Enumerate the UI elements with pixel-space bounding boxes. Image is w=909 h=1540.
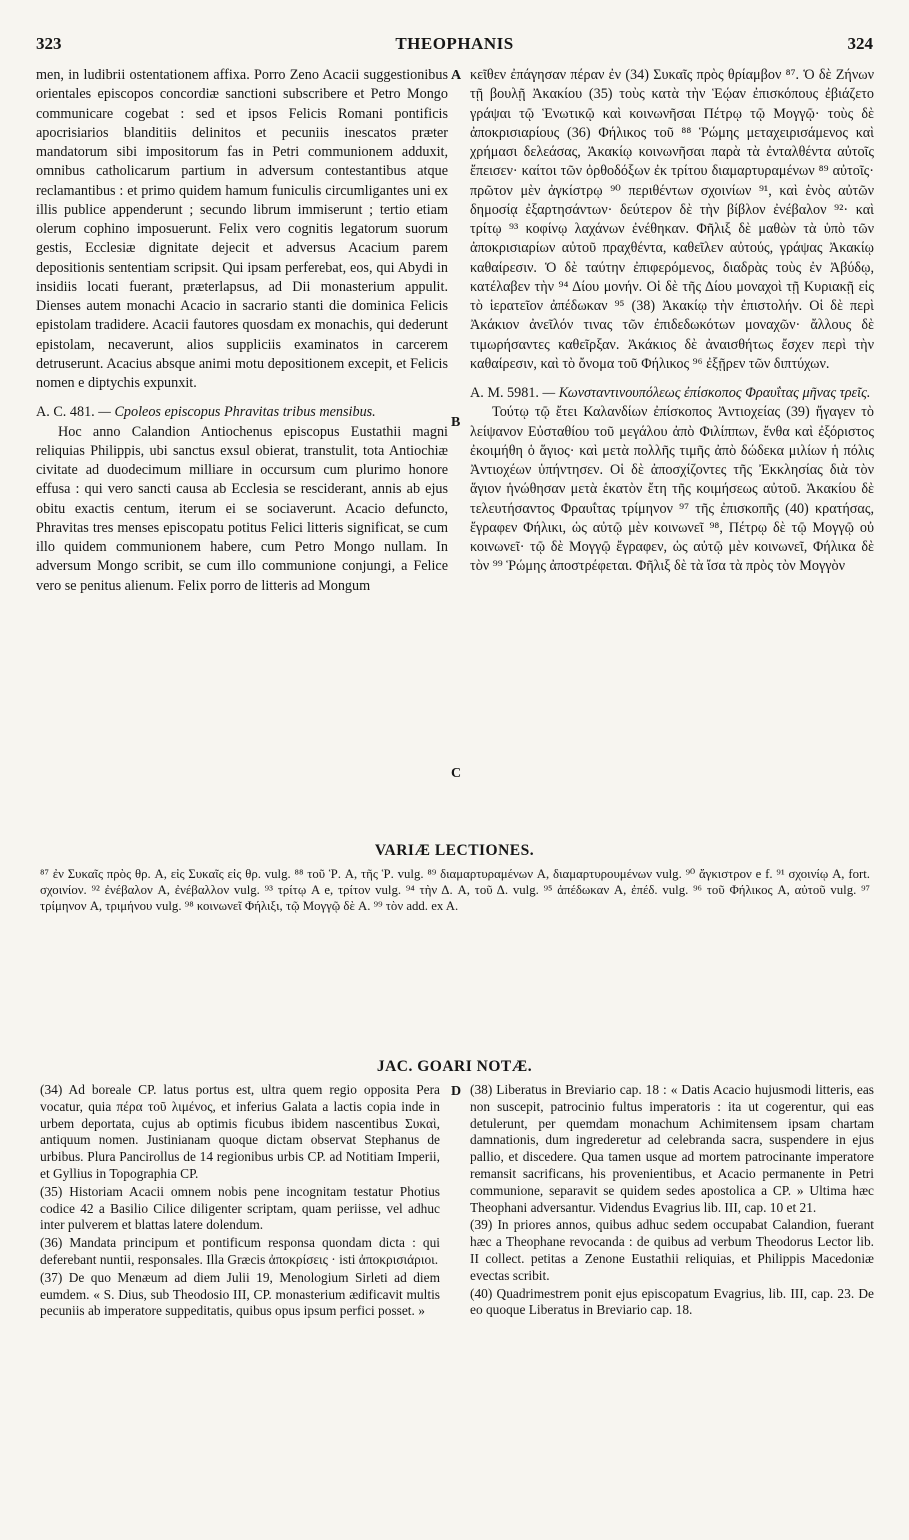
variae-lectiones-title: VARIÆ LECTIONES.: [374, 842, 535, 859]
notes-left-column: [40, 1082, 440, 1522]
latin-paragraph-2: Hoc anno Calandion Antiochenus episcopus Eustathii magni reliquias Philippis, ubi sanctus exsul obierat, transtulit, tota Antiochiæ civitate ad duodecimum milliare in occursum cum plurimo honore effusa : qui vero sancti causa ab Ecclesia se resciderant, annis ab ejus obitu exactis centum, iterum ei se sociaverunt. Acacio defuncto, Phravitas tres menses episcopatu potitus Felici litteris significat, se cum illo quidem communionem habere, cum Petro Mongo nullam. In adversum Mongo scribit, se cum illo communione conjungi, a Felice vero se penitus alienum. Felix porro de litteris ad Mongum: [36, 423, 448, 594]
notes-right-column: [470, 1082, 874, 1522]
note-40: (40) Quadrimestrem ponit ejus episcopatum Evagrius, lib. III, cap. 23. De eo quoque Liberatus in Breviario cap. 18.: [470, 1285, 874, 1318]
note-38: (38) Liberatus in Breviario cap. 18 : « Datis Acacio hujusmodi litteris, eas non suscepit, patrocinio fultus imperatoris : ita ut cogerentur, qui eas detulerunt, per quemdam monachum Achimitensem ipsam chartam damnationis, dum ingrederetur ad celebranda sacra, suspendere in ejus pallio, et discedere. Qua tamen usque ad mortem patrocinante imperatore remansit sacrificans, his provenientibus, et Acacio permanente in Petri communione, separavit se quidem sedes apostolica a CP. » Ultima hæc Theophani adversantur. Videndus Evagrius lib. III, cap. 10 et 21.: [470, 1082, 874, 1215]
greek-paragraph-2: Τούτῳ τῷ ἔτει Καλανδίων ἐπίσκοπος Ἀντιοχείας (39) ἤγαγεν τὸ λείψανον Εὐσταθίου τοῦ μεγάλου ἀπὸ Φιλίππων, ἔνθα καὶ ἐξόριστος ἐκοιμήθη ὁ ἅγιος· καὶ μετὰ πολλῆς τιμῆς ἀπὸ δώδεκα μιλίων ἡ πόλις Ἀντιοχέων ὑπήντησεν. Οἱ δὲ ἀποσχίζοντες τῆς Ἐκκλησίας διὰ τὸν ἅγιον ἡνώθησαν μετὰ ἑκατὸν ἔτη τῆς κοιμήσεως αὐτοῦ. Ἀκακίου δὲ τελευτήσαντος Φραυΐτας τρίμηνον ⁹⁷ τῆς ἐπισκοπῆς (40) κρατήσας, ἔγραφεν Φήλικι, ὡς αὐτῷ μὲν κοινωνεῖ ⁹⁸, Πέτρῳ δὲ τῷ Μογγῷ οὐ κοινωνεῖ· τῷ δὲ Μογγῷ ἔγραφεν, ὡς αὐτῷ μὲν κοινωνεῖ, Φήλικα δὲ τὸν ⁹⁹ Ῥώμης ἀποστρέφεται. Φῆλιξ δὲ τὰ ἴσα τὰ πρὸς τὸν Μογγὸν: [470, 404, 874, 575]
margin-mark-d: D: [451, 1084, 462, 1099]
left-page-number: 323: [36, 34, 62, 53]
latin-rubric: [36, 403, 448, 422]
greek-column: [470, 66, 874, 826]
greek-rubric-year: A. M. 5981.: [470, 385, 539, 401]
margin-mark-b: B: [451, 415, 461, 430]
latin-rubric-text: — Cpoleos episcopus Phravitas tribus mensibus.: [98, 404, 376, 421]
greek-paragraph-1: κεῖθεν ἐπάγησαν πέραν ἐν (34) Συκαῖς πρὸς θρίαμβον ⁸⁷. Ὁ δὲ Ζήνων τῇ βουλῇ Ἀκακίου (35) τοὺς κατὰ τὴν Ἑῴαν ἐπισκόπους ἐβιάζετο γράψαι τῷ Ἑνωτικῷ καὶ κοινωνῆσαι Πέτρῳ τῷ Μογγῷ· τοὺς δὲ ἀποκρισιαρίους (36) Φήλικος τοῦ ⁸⁸ Ῥώμης μεταχειρισάμενος καὶ χρήμασι δελεάσας, Ἀκακίῳ κοινωνῆσαι παρὰ τὰ ἐνταλθέντα αὐτοῖς ἔπεισεν· καίτοι τῶν ὀρθοδόξων ἐκ τρίτου διαμαρτυραμένων ⁸⁹ αὐτοῖς· πρῶτον μὲν ἀγκίστρῳ ⁹⁰ περιθέντων σχοινίων ⁹¹, καὶ ἑνὸς αὐτῶν δημοσίᾳ ἐξαρτησάντων· δεύτερον δὲ τὴν βίβλον ἐνέβαλον ⁹²· καὶ τρίτῳ ⁹³ κοφίνῳ λαχάνων ἐνέθηκαν. Φῆλιξ δὲ μαθὼν τὰ ὑπὸ τῶν ἀποκρισιαρίων αὐτοῦ πραχθέντα, καθεῖλεν αὐτούς, γράψας Ἀκακίῳ καθαίρεσιν. Ὁ δὲ ταύτην ἐπιφερόμενος, διαδρὰς τοὺς ἐν Ἀβύδῳ, κατέλαβεν τὴν ⁹⁴ Δίου μονήν. Οἱ δὲ τῆς Δίου μοναχοὶ τῇ Κυριακῇ εἰς τὸ ἱερατεῖον ἀπέδωκαν ⁹⁵ (38) Ἀκακίῳ τὴν ἐπιστολήν. Οἱ δὲ περὶ Ἀκάκιον ἀνεῖλόν τινας τῶν ἐπιδεδωκότων μοναχῶν· ἄλλους δὲ τιμωρήσαντες καθεῖρξαν. Ἀκάκιος δὲ ἀναισθήτως ἔσχεν περὶ τὴν καθαίρεσιν, καὶ τὸ ὄνομα τοῦ Φήλικος ⁹⁶ ἐξῇρεν τῶν διπτύχων.: [470, 67, 874, 372]
greek-rubric-text: — Κωνσταντινουπόλεως ἐπίσκοπος Φραυΐτας μῆνας τρεῖς.: [542, 385, 871, 401]
note-34: (34) Ad boreale CP. latus portus est, ultra quem regio opposita Pera vocatur, quia πέρα τοῦ λιμένος, et inferius Galata a lactis copia inde in urbem deportata, cujus ab optimis ficubus ibidem nascentibus Συκαὶ, antiquum nomen. Justinianam quoque dictam observat Stephanus de urbibus. Plura Pancirollus de 14 regionibus urbis CP. ad Notitiam Imperii, et Gyllius in Topographia CP.: [40, 1082, 440, 1181]
note-39: (39) In priores annos, quibus adhuc sedem occupabat Calandion, fuerant hæc a Theophane revocanda : de quibus ad verbum Theodorus Lector lib. II collect. petitas a Zenone Eustathii reliquias, et Philippis Macedoniæ evectas scribit.: [470, 1217, 874, 1283]
margin-mark-a: A: [451, 68, 462, 83]
variae-lectiones-text: ⁸⁷ ἐν Συκαῖς πρὸς θρ. A, εἰς Συκαῖς εἰς θρ. vulg. ⁸⁸ τοῦ Ῥ. A, τῆς Ῥ. vulg. ⁸⁹ διαμαρτυραμένων A, διαμαρτυρουμένων vulg. ⁹⁰ ἄγκιστρον e f. ⁹¹ σχοινίῳ A, fort. σχοινίον. ⁹² ἐνέβαλον A, ἐνέβαλλον vulg. ⁹³ τρίτῳ A e, τρίτον vulg. ⁹⁴ τὴν Δ. A, τοῦ Δ. vulg. ⁹⁵ ἀπέδωκαν A, ἐπέδ. vulg. ⁹⁶ τοῦ Φήλικος A, αὐτοῦ vulg. ⁹⁷ τρίμηνον A, τριμήνου vulg. ⁹⁸ κοινωνεῖ Φήλιξι, τῷ Μογγῷ δὲ A. ⁹⁹ τὸν add. ex A.: [40, 867, 870, 914]
latin-rubric-year: A. C. 481.: [36, 404, 95, 421]
note-36: (36) Mandata principum et pontificum responsa quondam dicta : qui deferebant nuntii, responsales. Illa Græcis ἀποκρίσεις · isti ἀποκρισιάριοι.: [40, 1235, 440, 1267]
latin-paragraph-1: men, in ludibrii ostentationem affixa. Porro Zeno Acacii suggestionibus orientales episcopos concordiæ sanctioni subscribere et Petro Mongo communicare cogebat : sed et ipsos Felicis Romani pontificis apocrisiarios blanditiis delinitos et pecuniis inescatos præter mandatorum sibi impositorum fas in Petri communionem adduxit, omnibus catholicarum partium in adversum contestantibus atque reclamantibus : et primo quidem hamum funiculis circumligantes uni ex illis publice appenderunt ; secundo librum immiserunt ; tertio etiam olerum cophino imposuerunt. Felix vero cognitis legatorum suorum gestis, Ecclesiæ dignitate dejecit et adversus Acacium parem depositionis sententiam scripsit. Qui ipsam perferebat, eos, qui Abydi in insidiis locati fuerant, præterlapsus, ad Dii monasterium appulit. Dienses autem monachi Acacio in sacrario stanti die dominica Felicis epistolam tradidere. Acacii fautores quosdam ex monachis, qui dederunt epistolam, necaverunt, alios suppliciis examinatos in carcerem detruserunt. Acacius absque animi motu depositionem excepit, et Felicis nomen e diptychis expunxit.: [36, 67, 448, 391]
right-page-number: 324: [847, 34, 873, 53]
note-37: (37) De quo Menæum ad diem Julii 19, Menologium Sirleti ad diem eumdem. « S. Dius, sub Theodosio III, CP. monasterium ædificavit multis pecuniis ab imperatore suppeditatis, quibus opus ipsum perfici posset. »: [40, 1269, 440, 1319]
running-header: [36, 34, 873, 58]
latin-column: [36, 66, 448, 826]
goar-notes-title: JAC. GOARI NOTÆ.: [376, 1058, 533, 1075]
note-35: (35) Historiam Acacii omnem nobis pene incognitam testatur Photius codice 42 a Basilio Cilice diligenter scriptam, quam periisse, vel adhuc inter pulverem et blattas latere dolendum.: [40, 1183, 440, 1233]
running-title: THEOPHANIS: [395, 34, 514, 53]
margin-mark-c: C: [451, 766, 462, 781]
greek-rubric: [470, 384, 874, 403]
